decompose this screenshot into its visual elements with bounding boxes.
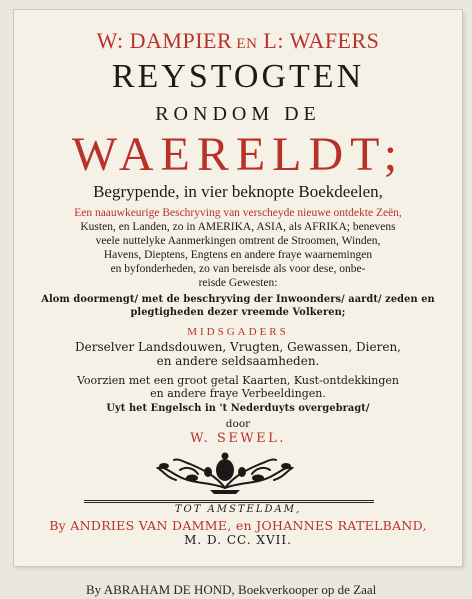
author-dampier: DAMPIER — [123, 28, 233, 53]
description-line-4: Havens, Dieptens, Engtens en andere fraye waarnemingen — [103, 249, 373, 261]
voorzien-line-1: Voorzien met een groot getal Kaarten, Kust-ontdekkingen — [77, 374, 399, 387]
title-line-1: REYSTOGTEN — [111, 58, 365, 95]
title-line-3: WAERELDT; — [71, 128, 405, 181]
description-line-5: en byfonderheden, zo van bereisde als voor dese, onbe- — [110, 263, 366, 275]
description-line-1: Een naauwkeurige Beschryving van verscheyde nieuwe ontdekte Zeën, — [74, 207, 402, 219]
midsgaders-line-2: en andere seldsaamheden. — [156, 354, 320, 368]
authors-colon-1: : — [117, 28, 124, 53]
authors-colon-2: : — [277, 28, 284, 53]
author-wafers: WAFERS — [284, 28, 380, 53]
gothic-line-2: plegtigheden dezer vreemde Volkeren; — [130, 307, 346, 318]
author-initial-w: W — [96, 28, 118, 53]
publishers-line: By ANDRIES VAN DAMME, en JOHANNES RATELBAND, — [49, 518, 427, 533]
place-of-publication: TOT AMSTELDAM, — [174, 504, 302, 515]
divider-rule-bottom — [84, 502, 374, 503]
description-line-6: reisde Gewesten: — [198, 277, 278, 289]
authors-line — [14, 28, 462, 54]
door-label: door — [225, 418, 251, 430]
title-line-2: RONDOM DE — [155, 103, 321, 125]
translator-name: W. SEWEL. — [190, 431, 286, 446]
voorzien-line-2: en andere fraye Verbeeldingen. — [150, 387, 326, 400]
publication-year: M. D. CC. XVII. — [184, 533, 292, 547]
description-line-3: veele nuttelyke Aanmerkingen omtrent de Stroomen, Winden, — [95, 235, 381, 247]
description-line-2: Kusten, en Landen, zo in AMERIKA, ASIA, als AFRIKA; benevens — [80, 221, 396, 233]
gothic-line-1: Alom doormengt/ met de beschryving der Inwoonders/ aardt/ zeden en — [41, 294, 435, 305]
authors-conjunction: EN — [232, 36, 258, 52]
midsgaders-line-1: Derselver Landsdouwen, Vrugten, Gewassen, Dieren, — [75, 340, 401, 354]
divider-rule-top — [84, 500, 374, 501]
subtitle: Begrypende, in vier beknopte Boekdeelen, — [93, 182, 383, 201]
title-page — [14, 10, 462, 566]
ornament-icon — [150, 448, 300, 496]
author-initial-l: L — [257, 28, 278, 53]
translation-note: Uyt het Engelsch in 't Nederduyts overgebragt/ — [106, 403, 370, 414]
underlying-sheet-text: By ABRAHAM DE HOND, Boekverkooper op de Zaal — [86, 582, 377, 597]
midsgaders-heading: MIDSGADERS — [187, 326, 289, 338]
